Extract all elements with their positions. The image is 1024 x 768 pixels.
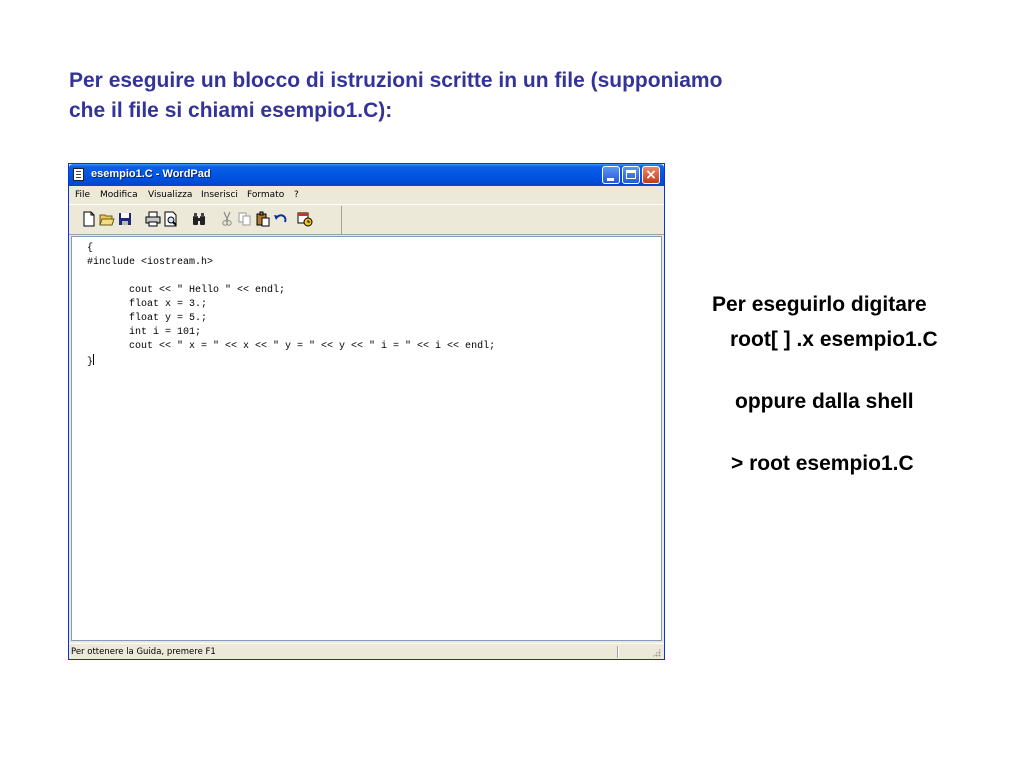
open-folder-icon[interactable] (99, 211, 115, 227)
minimize-button[interactable] (602, 166, 620, 184)
menu-file[interactable]: File (75, 190, 91, 200)
save-disk-icon[interactable] (117, 211, 133, 227)
paste-icon[interactable] (255, 211, 271, 227)
maximize-button[interactable] (622, 166, 640, 184)
close-icon: × (645, 167, 657, 183)
close-button[interactable] (642, 166, 660, 184)
undo-icon[interactable] (273, 211, 289, 227)
print-icon[interactable] (145, 211, 161, 227)
code-line: int i = 101; (87, 327, 202, 338)
code-line: float x = 3.; (87, 299, 208, 310)
find-binoculars-icon[interactable] (191, 211, 207, 227)
cut-scissors-icon[interactable] (219, 211, 235, 227)
wordpad-app-icon[interactable] (73, 168, 84, 181)
toolbar (71, 206, 342, 234)
minimize-icon (607, 178, 614, 181)
code-line: #include <iostream.h> (87, 257, 214, 268)
maximize-icon (626, 170, 636, 179)
menu-formato[interactable]: Formato (247, 190, 285, 200)
run-prompt: Per eseguirlo digitare (712, 293, 927, 316)
menu-help[interactable]: ? (294, 190, 299, 200)
status-bar (69, 643, 664, 660)
menu-modifica[interactable]: Modifica (100, 190, 138, 200)
code-line: { (87, 243, 94, 254)
code-line: } (87, 357, 94, 368)
window-title: esempio1.C - WordPad (91, 168, 211, 180)
shell-command: > root esempio1.C (731, 452, 914, 475)
copy-icon[interactable] (237, 211, 253, 227)
code-text (87, 242, 495, 370)
slide-title-line-2: che il file si chiami esempio1.C): (69, 99, 393, 122)
code-line: float y = 5.; (87, 313, 208, 324)
resize-grip-icon[interactable] (652, 648, 661, 657)
window-titlebar[interactable] (69, 164, 664, 186)
document-editor[interactable] (71, 236, 662, 641)
text-caret (93, 354, 94, 365)
slide-title-line-1: Per eseguire un blocco di istruzioni scritte in un file (supponiamo (69, 69, 723, 92)
toolbar-top-edge (69, 204, 664, 205)
menu-visualizza[interactable]: Visualizza (148, 190, 193, 200)
or-shell-text: oppure dalla shell (735, 390, 914, 413)
status-text: Per ottenere la Guida, premere F1 (71, 647, 216, 657)
date-time-icon[interactable] (297, 211, 313, 227)
root-command: root[ ] .x esempio1.C (730, 328, 938, 351)
menu-bar (69, 186, 664, 204)
code-line: cout << " Hello " << endl; (87, 285, 286, 296)
new-document-icon[interactable] (81, 211, 97, 227)
toolbar-bottom-edge (69, 234, 664, 235)
print-preview-icon[interactable] (163, 211, 179, 227)
slide-title (69, 66, 909, 126)
status-divider (617, 646, 618, 658)
menu-inserisci[interactable]: Inserisci (201, 190, 238, 200)
wordpad-window (68, 163, 665, 660)
code-line: cout << " x = " << x << " y = " << y << " i = " << i << endl; (87, 341, 496, 352)
